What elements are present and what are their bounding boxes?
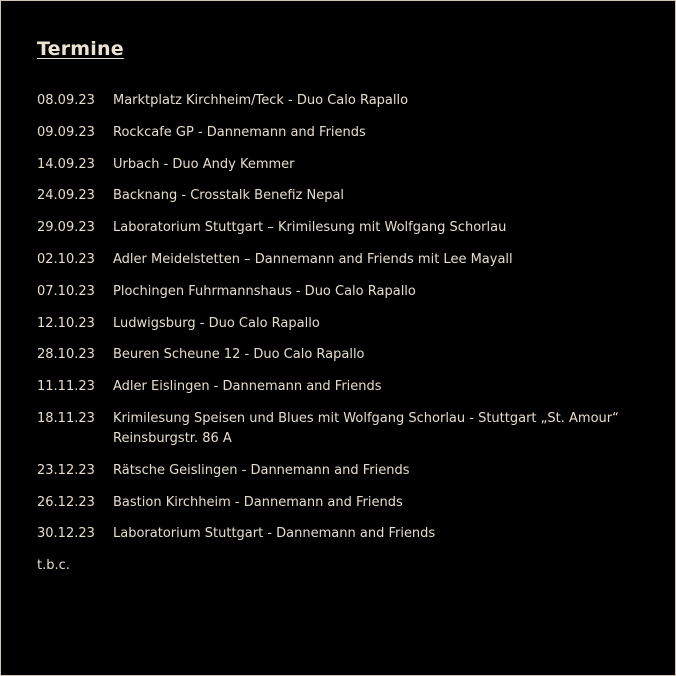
event-date: 14.09.23 — [37, 156, 95, 172]
event-date: 12.10.23 — [37, 315, 95, 331]
event-row — [37, 155, 657, 175]
event-date: 08.09.23 — [37, 93, 95, 108]
event-row — [37, 282, 657, 302]
event-date: 18.11.23 — [37, 410, 95, 426]
event-text: Rätsche Geislingen - Dannemann and Friends — [113, 462, 410, 478]
event-date: 11.11.23 — [37, 379, 95, 395]
event-date: 28.10.23 — [37, 347, 95, 363]
event-row — [37, 461, 657, 481]
event-row — [37, 345, 657, 365]
event-row — [37, 91, 657, 111]
page-title: Termine — [37, 38, 124, 60]
event-date: 23.12.23 — [37, 462, 95, 478]
event-date: 26.12.23 — [37, 494, 95, 510]
event-text: Marktplatz Kirchheim/Teck - Duo Calo Rapallo — [113, 93, 409, 108]
event-text: Bastion Kirchheim - Dannemann and Friends — [113, 494, 403, 510]
event-text: Krimilesung Speisen und Blues mit Wolfgang Schorlau - Stuttgart „St. Amour“ Reinsburgstr. 86 A — [113, 410, 619, 446]
event-list — [37, 91, 657, 576]
event-text: Adler Meidelstetten – Dannemann and Friends mit Lee Mayall — [113, 251, 513, 267]
event-row — [37, 123, 657, 143]
event-text: Ludwigsburg - Duo Calo Rapallo — [113, 315, 320, 331]
event-text: Backnang - Crosstalk Benefiz Nepal — [113, 188, 345, 204]
event-date: 09.09.23 — [37, 124, 95, 140]
event-date: 30.12.23 — [37, 526, 95, 542]
event-text: Plochingen Fuhrmannshaus - Duo Calo Rapallo — [113, 283, 416, 299]
event-date: 24.09.23 — [37, 188, 95, 204]
event-row — [37, 524, 657, 544]
event-text: Rockcafe GP - Dannemann and Friends — [113, 124, 366, 140]
event-date: 07.10.23 — [37, 283, 95, 299]
event-row — [37, 377, 657, 397]
event-row — [37, 218, 657, 238]
event-date: 02.10.23 — [37, 251, 95, 267]
event-row — [37, 409, 657, 449]
event-row — [37, 493, 657, 513]
event-row — [37, 186, 657, 206]
footer-note: t.b.c. — [37, 558, 70, 574]
event-text: Beuren Scheune 12 - Duo Calo Rapallo — [113, 347, 365, 363]
event-text: Laboratorium Stuttgart - Dannemann and Friends — [113, 526, 436, 542]
event-row — [37, 250, 657, 270]
event-date: 29.09.23 — [37, 220, 95, 236]
event-text: Laboratorium Stuttgart – Krimilesung mit Wolfgang Schorlau — [113, 220, 507, 236]
event-text: Adler Eislingen - Dannemann and Friends — [113, 379, 382, 395]
event-row — [37, 314, 657, 334]
event-text: Urbach - Duo Andy Kemmer — [113, 156, 295, 172]
